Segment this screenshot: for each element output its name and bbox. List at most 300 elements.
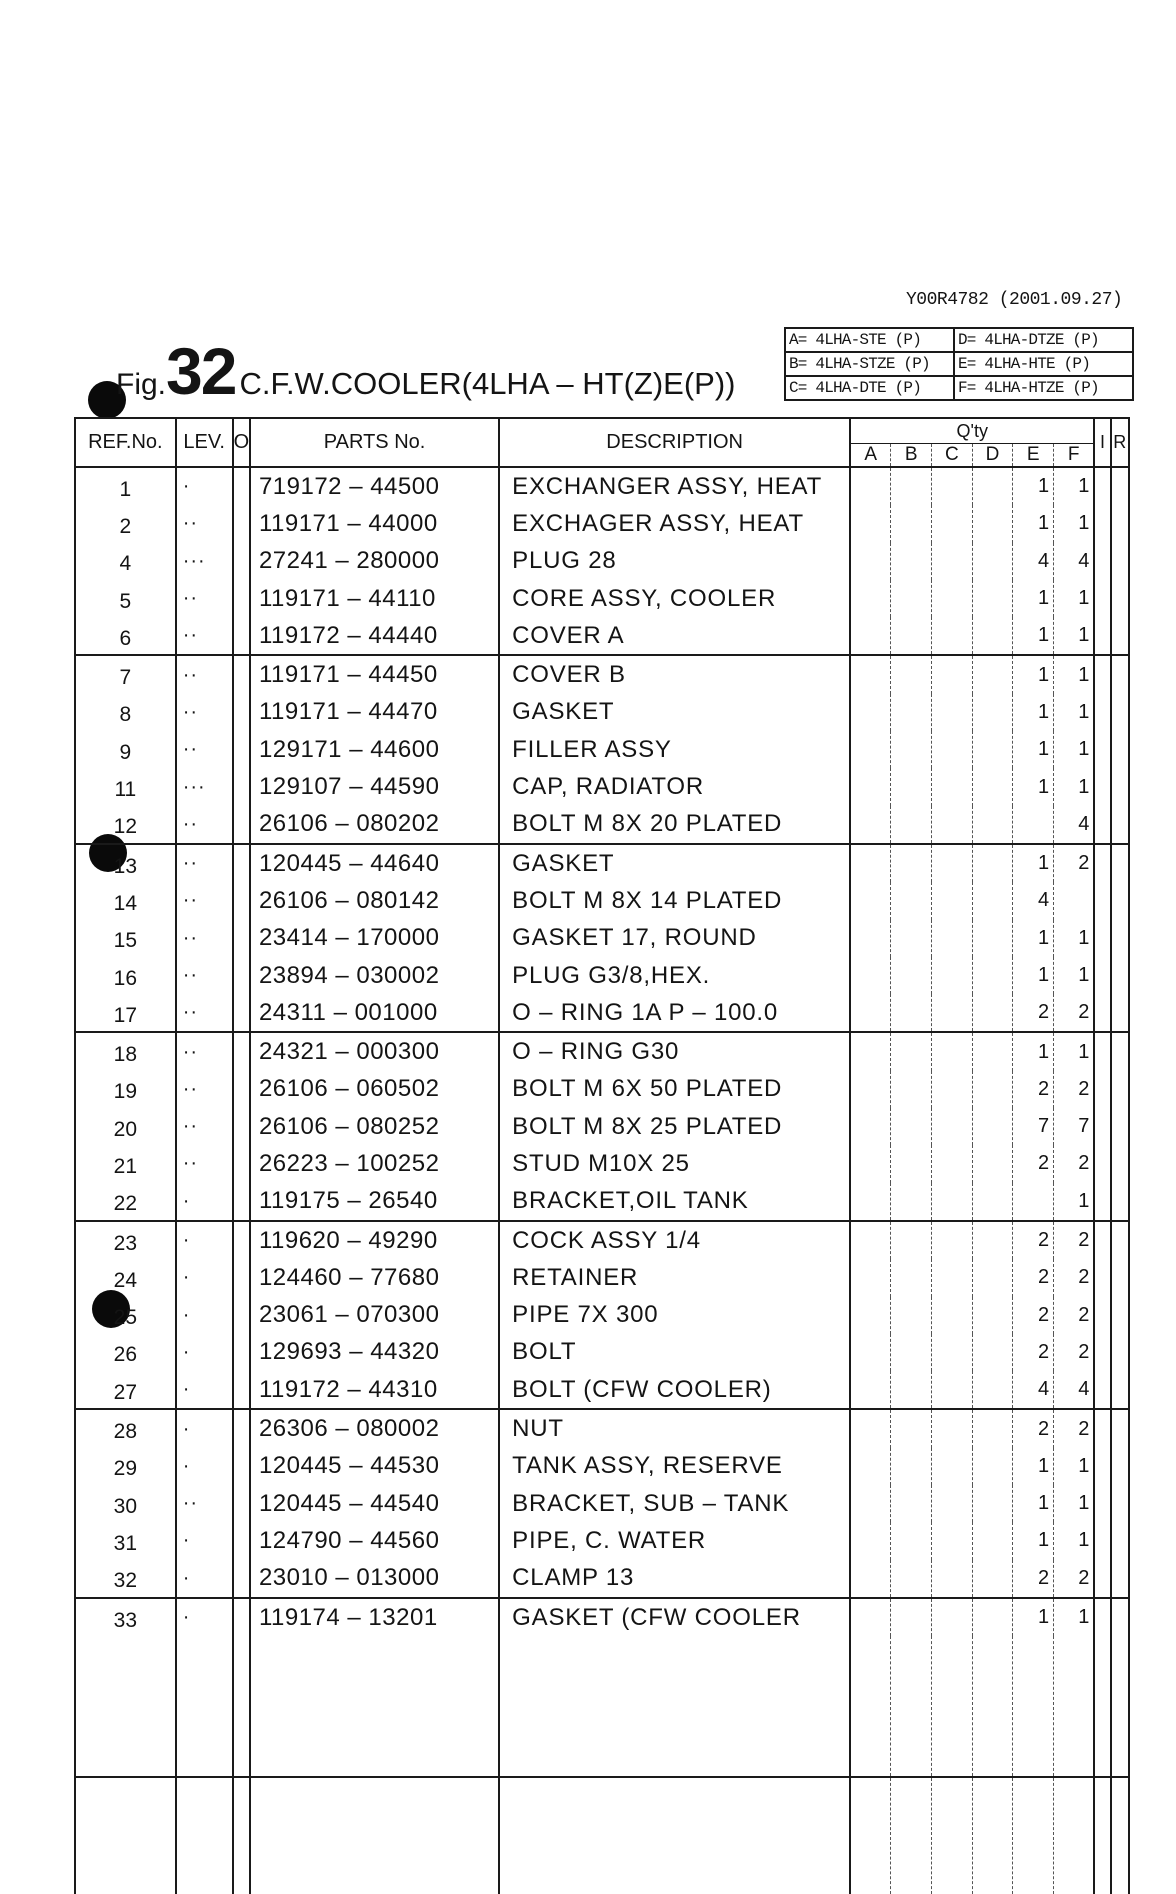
qty-a-cell (850, 1221, 891, 1259)
table-row (75, 655, 1129, 693)
qty-e-cell: 1 (1013, 617, 1054, 655)
level-cell: · (176, 1221, 233, 1259)
qty-e-cell: 2 (1013, 1560, 1054, 1598)
ref-no-cell: 4 (75, 543, 176, 580)
ref-no-cell: 14 (75, 882, 176, 919)
qty-col-f: F (1054, 444, 1095, 468)
part-number-cell: 27241 – 280000 (250, 543, 499, 580)
qty-a-cell (850, 1409, 891, 1447)
r-cell (1111, 1108, 1129, 1145)
level-cell: · (176, 1598, 233, 1636)
qty-d-cell (972, 1108, 1013, 1145)
part-number-cell: 23414 – 170000 (250, 920, 499, 957)
qty-b-cell (891, 1334, 932, 1371)
qty-f-cell: 1 (1054, 920, 1095, 957)
qty-b-cell (891, 920, 932, 957)
i-cell (1094, 920, 1110, 957)
level-cell: ·· (176, 580, 233, 617)
part-number-cell (250, 1636, 499, 1777)
qty-d-cell (972, 1334, 1013, 1371)
o-cell (233, 806, 250, 844)
qty-b-cell (891, 957, 932, 994)
part-number-cell: 23010 – 013000 (250, 1560, 499, 1598)
qty-d-cell (972, 655, 1013, 693)
ref-no-cell: 8 (75, 694, 176, 731)
part-number-cell: 24311 – 001000 (250, 994, 499, 1032)
description-cell: GASKET (CFW COOLER (499, 1598, 850, 1636)
part-number-cell: 26306 – 080002 (250, 1409, 499, 1447)
table-row (75, 1032, 1129, 1070)
qty-d-cell (972, 580, 1013, 617)
description-cell: BOLT M 6X 50 PLATED (499, 1071, 850, 1108)
description-cell: O – RING G30 (499, 1032, 850, 1070)
legend-cell: C= 4LHA-DTE (P) (785, 376, 954, 400)
qty-f-cell: 1 (1054, 580, 1095, 617)
qty-b-cell (891, 1071, 932, 1108)
qty-c-cell (932, 731, 973, 768)
part-number-cell: 24321 – 000300 (250, 1032, 499, 1070)
o-cell (233, 1108, 250, 1145)
qty-f-cell: 1 (1054, 694, 1095, 731)
table-row (75, 768, 1129, 805)
qty-c-cell (932, 920, 973, 957)
qty-f-cell: 2 (1054, 1221, 1095, 1259)
part-number-cell: 119174 – 13201 (250, 1598, 499, 1636)
o-cell (233, 1371, 250, 1409)
description-cell (499, 1777, 850, 1894)
table-row (75, 844, 1129, 882)
level-cell: ·· (176, 731, 233, 768)
qty-b-cell (891, 1485, 932, 1522)
r-cell (1111, 920, 1129, 957)
table-row (75, 882, 1129, 919)
r-cell (1111, 1560, 1129, 1598)
qty-a-cell (850, 731, 891, 768)
table-row (75, 505, 1129, 542)
r-cell (1111, 1598, 1129, 1636)
ref-no-cell: 1 (75, 467, 176, 505)
o-cell (233, 920, 250, 957)
qty-d-cell (972, 844, 1013, 882)
qty-c-cell (932, 543, 973, 580)
qty-c-cell (932, 655, 973, 693)
part-number-cell: 124460 – 77680 (250, 1259, 499, 1296)
qty-b-cell (891, 543, 932, 580)
o-cell (233, 1598, 250, 1636)
qty-f-cell: 1 (1054, 1183, 1095, 1221)
qty-c-cell (932, 844, 973, 882)
part-number-cell: 129107 – 44590 (250, 768, 499, 805)
description-cell: PLUG G3/8,HEX. (499, 957, 850, 994)
qty-d-cell (972, 1032, 1013, 1070)
i-cell (1094, 1371, 1110, 1409)
qty-e-cell: 1 (1013, 1485, 1054, 1522)
ref-no-cell: 2 (75, 505, 176, 542)
qty-e-cell: 1 (1013, 1598, 1054, 1636)
legend-row (785, 352, 1133, 376)
description-cell: EXCHANGER ASSY, HEAT (499, 467, 850, 505)
figure-prefix: Fig. (116, 368, 167, 401)
qty-f-cell: 1 (1054, 655, 1095, 693)
level-cell: ·· (176, 1032, 233, 1070)
qty-f-cell: 1 (1054, 505, 1095, 542)
qty-c-cell (932, 882, 973, 919)
table-row (75, 1145, 1129, 1182)
description-cell: GASKET (499, 694, 850, 731)
ref-no-cell: 33 (75, 1598, 176, 1636)
qty-a-cell (850, 1071, 891, 1108)
qty-d-cell (972, 694, 1013, 731)
table-row (75, 467, 1129, 505)
qty-b-cell (891, 655, 932, 693)
level-cell: ·· (176, 920, 233, 957)
o-cell (233, 505, 250, 542)
qty-e-cell: 1 (1013, 580, 1054, 617)
ref-no-cell: 16 (75, 957, 176, 994)
qty-d-cell (972, 1777, 1013, 1894)
qty-f-cell: 2 (1054, 1334, 1095, 1371)
ref-no-cell: 25 (75, 1297, 176, 1334)
qty-b-cell (891, 1145, 932, 1182)
qty-d-cell (972, 957, 1013, 994)
r-cell (1111, 1183, 1129, 1221)
o-cell (233, 617, 250, 655)
col-header-lev: LEV. (176, 418, 233, 467)
qty-b-cell (891, 580, 932, 617)
qty-f-cell: 2 (1054, 1409, 1095, 1447)
description-cell: COVER B (499, 655, 850, 693)
qty-a-cell (850, 1371, 891, 1409)
qty-c-cell (932, 1777, 973, 1894)
ref-no-cell: 23 (75, 1221, 176, 1259)
qty-a-cell (850, 768, 891, 805)
i-cell (1094, 1409, 1110, 1447)
level-cell: · (176, 1259, 233, 1296)
description-cell: CAP, RADIATOR (499, 768, 850, 805)
col-header-ref: REF.No. (75, 418, 176, 467)
legend-cell: E= 4LHA-HTE (P) (954, 352, 1133, 376)
qty-c-cell (932, 1032, 973, 1070)
qty-e-cell (1013, 1183, 1054, 1221)
ref-no-cell: 18 (75, 1032, 176, 1070)
qty-b-cell (891, 1560, 932, 1598)
qty-e-cell: 2 (1013, 994, 1054, 1032)
level-cell: ·· (176, 994, 233, 1032)
qty-b-cell (891, 806, 932, 844)
qty-a-cell (850, 505, 891, 542)
qty-c-cell (932, 1560, 973, 1598)
qty-b-cell (891, 1448, 932, 1485)
qty-col-b: B (891, 444, 932, 468)
o-cell (233, 1334, 250, 1371)
qty-f-cell (1054, 882, 1095, 919)
level-cell: · (176, 1334, 233, 1371)
part-number-cell (250, 1777, 499, 1894)
table-row (75, 1259, 1129, 1296)
qty-e-cell: 1 (1013, 731, 1054, 768)
level-cell: · (176, 467, 233, 505)
description-cell: COCK ASSY 1/4 (499, 1221, 850, 1259)
i-cell (1094, 1777, 1110, 1894)
level-cell: ·· (176, 882, 233, 919)
part-number-cell: 119620 – 49290 (250, 1221, 499, 1259)
table-row (75, 1636, 1129, 1777)
description-cell: COVER A (499, 617, 850, 655)
o-cell (233, 731, 250, 768)
col-header-parts-no: PARTS No. (250, 418, 499, 467)
qty-c-cell (932, 1071, 973, 1108)
qty-d-cell (972, 994, 1013, 1032)
i-cell (1094, 505, 1110, 542)
qty-a-cell (850, 580, 891, 617)
table-row (75, 1485, 1129, 1522)
qty-e-cell: 1 (1013, 1522, 1054, 1559)
ref-no-cell: 12 (75, 806, 176, 844)
o-cell (233, 1145, 250, 1182)
qty-f-cell: 7 (1054, 1108, 1095, 1145)
qty-a-cell (850, 882, 891, 919)
qty-e-cell: 2 (1013, 1071, 1054, 1108)
o-cell (233, 768, 250, 805)
table-row (75, 1371, 1129, 1409)
qty-d-cell (972, 1071, 1013, 1108)
legend-cell: D= 4LHA-DTZE (P) (954, 328, 1133, 352)
qty-e-cell: 4 (1013, 543, 1054, 580)
qty-e-cell (1013, 1636, 1054, 1777)
o-cell (233, 580, 250, 617)
qty-b-cell (891, 768, 932, 805)
qty-a-cell (850, 617, 891, 655)
part-number-cell: 23061 – 070300 (250, 1297, 499, 1334)
ref-no-cell: 17 (75, 994, 176, 1032)
legend-row (785, 376, 1133, 400)
qty-b-cell (891, 1636, 932, 1777)
qty-c-cell (932, 1145, 973, 1182)
qty-f-cell: 2 (1054, 1297, 1095, 1334)
qty-e-cell: 1 (1013, 844, 1054, 882)
qty-e-cell: 4 (1013, 882, 1054, 919)
qty-d-cell (972, 1448, 1013, 1485)
qty-e-cell: 1 (1013, 1448, 1054, 1485)
qty-f-cell: 1 (1054, 731, 1095, 768)
qty-d-cell (972, 1598, 1013, 1636)
i-cell (1094, 994, 1110, 1032)
qty-c-cell (932, 1485, 973, 1522)
part-number-cell: 119172 – 44440 (250, 617, 499, 655)
qty-c-cell (932, 1522, 973, 1559)
qty-b-cell (891, 1777, 932, 1894)
i-cell (1094, 1297, 1110, 1334)
i-cell (1094, 1522, 1110, 1559)
qty-a-cell (850, 957, 891, 994)
qty-d-cell (972, 1636, 1013, 1777)
qty-a-cell (850, 467, 891, 505)
i-cell (1094, 1183, 1110, 1221)
i-cell (1094, 1259, 1110, 1296)
qty-e-cell: 4 (1013, 1371, 1054, 1409)
level-cell: · (176, 1183, 233, 1221)
ref-no-cell: 6 (75, 617, 176, 655)
o-cell (233, 1636, 250, 1777)
i-cell (1094, 655, 1110, 693)
figure-number: 32 (166, 334, 236, 408)
document-reference: Y00R4782 (2001.09.27) (906, 290, 1123, 310)
r-cell (1111, 1259, 1129, 1296)
table-row (75, 957, 1129, 994)
r-cell (1111, 994, 1129, 1032)
qty-d-cell (972, 1560, 1013, 1598)
i-cell (1094, 1334, 1110, 1371)
ref-no-cell: 28 (75, 1409, 176, 1447)
qty-b-cell (891, 1259, 932, 1296)
description-cell: BOLT M 8X 20 PLATED (499, 806, 850, 844)
qty-f-cell: 1 (1054, 1522, 1095, 1559)
description-cell: BOLT M 8X 25 PLATED (499, 1108, 850, 1145)
qty-e-cell: 1 (1013, 1032, 1054, 1070)
qty-d-cell (972, 1522, 1013, 1559)
description-cell: GASKET 17, ROUND (499, 920, 850, 957)
ref-no-cell: 19 (75, 1071, 176, 1108)
ref-no-cell: 24 (75, 1259, 176, 1296)
part-number-cell: 124790 – 44560 (250, 1522, 499, 1559)
qty-col-c: C (932, 444, 973, 468)
ref-no-cell (75, 1636, 176, 1777)
part-number-cell: 129171 – 44600 (250, 731, 499, 768)
o-cell (233, 694, 250, 731)
i-cell (1094, 1221, 1110, 1259)
qty-a-cell (850, 1777, 891, 1894)
level-cell: ·· (176, 655, 233, 693)
legend-cell: F= 4LHA-HTZE (P) (954, 376, 1133, 400)
table-row (75, 806, 1129, 844)
qty-c-cell (932, 1221, 973, 1259)
qty-c-cell (932, 768, 973, 805)
description-cell: TANK ASSY, RESERVE (499, 1448, 850, 1485)
qty-a-cell (850, 1183, 891, 1221)
level-cell: ·· (176, 806, 233, 844)
qty-a-cell (850, 543, 891, 580)
o-cell (233, 1297, 250, 1334)
qty-b-cell (891, 617, 932, 655)
qty-f-cell: 4 (1054, 1371, 1095, 1409)
part-number-cell: 120445 – 44640 (250, 844, 499, 882)
table-row (75, 1071, 1129, 1108)
table-row (75, 617, 1129, 655)
qty-b-cell (891, 882, 932, 919)
qty-b-cell (891, 1598, 932, 1636)
ref-no-cell: 7 (75, 655, 176, 693)
i-cell (1094, 1448, 1110, 1485)
qty-e-cell: 1 (1013, 467, 1054, 505)
o-cell (233, 994, 250, 1032)
table-row (75, 1409, 1129, 1447)
i-cell (1094, 467, 1110, 505)
level-cell: ··· (176, 768, 233, 805)
description-cell: RETAINER (499, 1259, 850, 1296)
i-cell (1094, 844, 1110, 882)
qty-f-cell: 1 (1054, 1598, 1095, 1636)
i-cell (1094, 1636, 1110, 1777)
qty-a-cell (850, 1297, 891, 1334)
o-cell (233, 467, 250, 505)
description-cell: CORE ASSY, COOLER (499, 580, 850, 617)
qty-a-cell (850, 1259, 891, 1296)
level-cell (176, 1777, 233, 1894)
qty-f-cell: 1 (1054, 1485, 1095, 1522)
qty-col-e: E (1013, 444, 1054, 468)
level-cell: ·· (176, 617, 233, 655)
qty-a-cell (850, 1032, 891, 1070)
description-cell: GASKET (499, 844, 850, 882)
qty-d-cell (972, 505, 1013, 542)
qty-a-cell (850, 1522, 891, 1559)
qty-e-cell: 2 (1013, 1409, 1054, 1447)
o-cell (233, 1183, 250, 1221)
qty-b-cell (891, 731, 932, 768)
level-cell: · (176, 1297, 233, 1334)
ref-no-cell: 15 (75, 920, 176, 957)
part-number-cell: 119171 – 44470 (250, 694, 499, 731)
qty-d-cell (972, 1183, 1013, 1221)
table-row (75, 1560, 1129, 1598)
i-cell (1094, 1560, 1110, 1598)
qty-c-cell (932, 1259, 973, 1296)
col-header-qty: Q'ty (850, 418, 1094, 444)
qty-c-cell (932, 1108, 973, 1145)
r-cell (1111, 1145, 1129, 1182)
table-row (75, 1598, 1129, 1636)
i-cell (1094, 1598, 1110, 1636)
r-cell (1111, 580, 1129, 617)
r-cell (1111, 467, 1129, 505)
qty-a-cell (850, 694, 891, 731)
level-cell: ·· (176, 1485, 233, 1522)
ref-no-cell: 26 (75, 1334, 176, 1371)
col-header-o: O (233, 418, 250, 467)
description-cell: BRACKET, SUB – TANK (499, 1485, 850, 1522)
part-number-cell: 23894 – 030002 (250, 957, 499, 994)
qty-c-cell (932, 694, 973, 731)
r-cell (1111, 1409, 1129, 1447)
qty-f-cell: 2 (1054, 1560, 1095, 1598)
qty-c-cell (932, 1636, 973, 1777)
col-header-description: DESCRIPTION (499, 418, 850, 467)
r-cell (1111, 768, 1129, 805)
qty-e-cell (1013, 1777, 1054, 1894)
qty-c-cell (932, 1598, 973, 1636)
qty-e-cell: 1 (1013, 920, 1054, 957)
part-number-cell: 119171 – 44450 (250, 655, 499, 693)
ref-no-cell: 21 (75, 1145, 176, 1182)
r-cell (1111, 1448, 1129, 1485)
col-header-i: I (1094, 418, 1110, 467)
qty-b-cell (891, 1221, 932, 1259)
qty-a-cell (850, 1448, 891, 1485)
qty-f-cell (1054, 1777, 1095, 1894)
qty-b-cell (891, 1183, 932, 1221)
r-cell (1111, 731, 1129, 768)
qty-a-cell (850, 806, 891, 844)
description-cell: STUD M10X 25 (499, 1145, 850, 1182)
part-number-cell: 120445 – 44530 (250, 1448, 499, 1485)
part-number-cell: 26106 – 060502 (250, 1071, 499, 1108)
qty-d-cell (972, 617, 1013, 655)
table-row (75, 1297, 1129, 1334)
i-cell (1094, 1145, 1110, 1182)
qty-d-cell (972, 1145, 1013, 1182)
qty-c-cell (932, 1334, 973, 1371)
level-cell: · (176, 1522, 233, 1559)
